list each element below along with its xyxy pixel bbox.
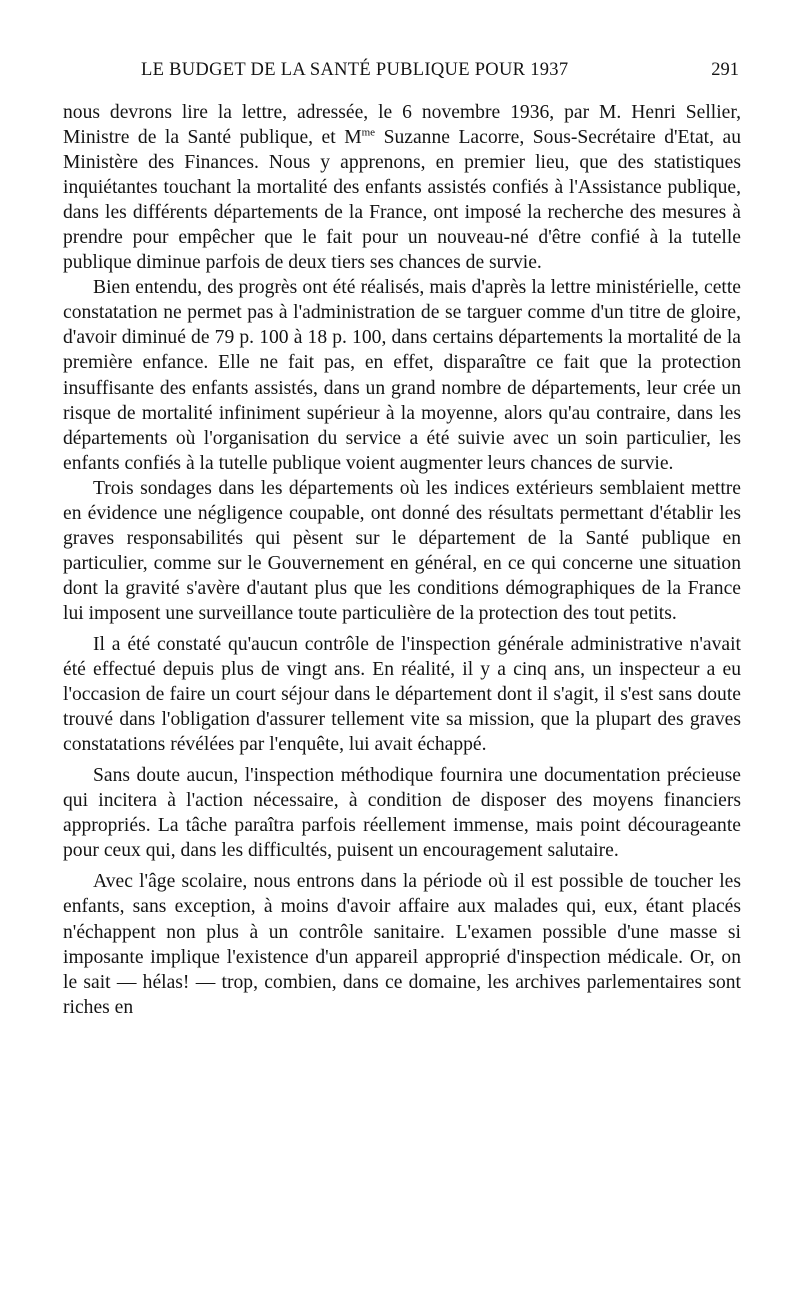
paragraph-5: Sans doute aucun, l'inspection méthodique fournira une documentation précieuse qui incitera à l'action nécessaire, à condition de disposer des moyens financiers appropriés. La tâche paraîtra parfois réellement immense, mais point décourageante pour ceux qui, dans les difficultés, puisent un encouragement salutaire. xyxy=(63,765,741,862)
paragraph-4: Il a été constaté qu'aucun contrôle de l'inspection générale administrative n'avait été effectué depuis plus de vingt ans. En réalité, il y a cinq ans, un inspecteur a eu l'occasion de faire un court séjour dans le département dont il s'agit, il s'est sans doute trouvé dans l'obligation d'assurer tellement vite sa mission, que la plupart des graves constatations révélées par l'enquête, lui avait échappé. xyxy=(63,633,741,756)
paragraph-1 xyxy=(63,100,741,275)
paragraph-1-text-a: nous devrons lire la lettre, adressée, le 6 novembre 1936, par M. Henri Sellier, Ministre de la Santé publique, et M xyxy=(63,102,741,149)
running-title: LE BUDGET DE LA SANTÉ PUBLIQUE POUR 1937 xyxy=(141,60,569,80)
superscript-me: me xyxy=(361,126,376,139)
paragraph-6: Avec l'âge scolaire, nous entrons dans la période où il est possible de toucher les enfants, sans exception, à moins d'avoir affaire aux malades qui, eux, étant placés n'échappent non plus à un contrôle sanitaire. L'examen possible d'une masse si imposante implique l'existence d'un appareil approprié d'inspection médicale. Or, on le sait — hélas! — trop, combien, dans ce domaine, les archives parlementaires sont riches en xyxy=(63,871,741,1018)
page-header xyxy=(63,0,741,100)
paragraph-3: Trois sondages dans les départements où les indices extérieurs semblaient mettre en évidence une négligence coupable, ont donné des résultats permettant d'établir les graves responsabilités qui pèsent sur le département de la Santé publique en particulier, comme sur le Gouvernement en général, en ce qui concerne une situation dont la gravité s'avère d'autant plus que les conditions démographiques de la France lui imposent une surveillance toute particulière de la protection des tout petits. xyxy=(63,477,741,624)
paragraph-2: Bien entendu, des progrès ont été réalisés, mais d'après la lettre ministérielle, cette constatation ne permet pas à l'administration de se targuer comme d'un titre de gloire, d'avoir diminué de 79 p. 100 à 18 p. 100, dans certains départements la mortalité de la première enfance. Elle ne fait pas, en effet, disparaître ce fait que la protection insuffisante des enfants assistés, dans un grand nombre de départements, leur crée un risque de mortalité infiniment supérieur à la moyenne, alors qu'au contraire, dans les départements où l'organisation du service a été suivie avec un soin particulier, les enfants confiés à la tutelle publique voient augmenter leurs chances de survie. xyxy=(63,277,741,474)
paragraph-1-text-b: Suzanne Lacorre, Sous-Secrétaire d'Etat, au Ministère des Finances. Nous y apprenons, en premier lieu, que des statistiques inquiétantes touchant la mortalité des enfants assistés confiés à l'Assistance publique, dans les différents départements de la France, ont imposé la recherche des mesures à prendre pour empêcher que le fait pour un nouveau-né d'être confié à la tutelle publique diminue parfois de deux tiers ses chances de survie. xyxy=(63,127,742,274)
document-page xyxy=(63,0,741,1020)
page-number: 291 xyxy=(711,60,739,80)
body-text xyxy=(63,100,741,1020)
